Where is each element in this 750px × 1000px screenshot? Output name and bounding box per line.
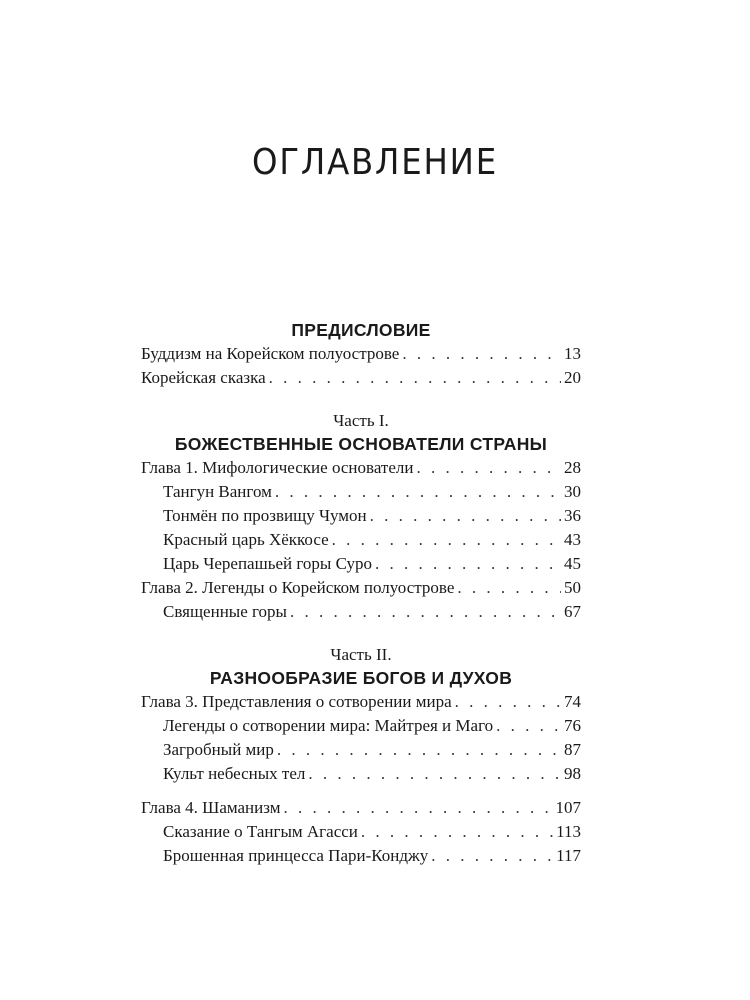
toc-entry-label: Буддизм на Корейском полуострове (141, 344, 400, 363)
leader-dots (269, 366, 561, 390)
toc-entry[interactable] (141, 714, 581, 738)
toc-entry[interactable] (141, 762, 581, 786)
toc-page-number: 30 (564, 482, 581, 501)
toc-entry-label: Глава 1. Мифологические основатели (141, 458, 414, 477)
toc-entry[interactable] (141, 342, 581, 366)
leader-dots (496, 714, 561, 738)
part-2-label: Часть II. (330, 645, 392, 664)
toc-chapter-entry[interactable] (141, 796, 581, 820)
toc-entry-label: Загробный мир (163, 740, 274, 759)
leader-dots (332, 528, 561, 552)
leader-dots (431, 844, 553, 868)
toc-chapter-entry[interactable] (141, 576, 581, 600)
toc-entry-label: Корейская сказка (141, 368, 266, 387)
toc-entry-label: Брошенная принцесса Пари-Конджу (163, 846, 429, 865)
toc-entry-label: Глава 3. Представления о сотворении мира (141, 692, 452, 711)
page-title: ОГЛАВЛЕНИЕ (252, 142, 498, 184)
preface-heading: ПРЕДИСЛОВИЕ (291, 320, 431, 340)
part-1-label: Часть I. (333, 411, 389, 430)
toc-entry-label: Тонмён по прозвищу Чумон (163, 506, 367, 525)
toc-entry-label: Легенды о сотворении мира: Майтрея и Маго (163, 716, 494, 735)
toc-page-number: 117 (556, 846, 581, 865)
table-of-contents (141, 318, 581, 868)
toc-page-number: 113 (556, 822, 581, 841)
toc-chapter-entry[interactable] (141, 690, 581, 714)
toc-entry[interactable] (141, 600, 581, 624)
toc-page-number: 76 (564, 716, 581, 735)
toc-entry-label: Сказание о Тангым Агасси (163, 822, 358, 841)
leader-dots (308, 762, 561, 786)
toc-entry[interactable] (141, 366, 581, 390)
part-2-heading: РАЗНООБРАЗИЕ БОГОВ И ДУХОВ (209, 668, 513, 688)
leader-dots (375, 552, 561, 576)
leader-dots (416, 456, 561, 480)
leader-dots (370, 504, 561, 528)
toc-entry[interactable] (141, 844, 581, 868)
toc-page-number: 36 (564, 506, 581, 525)
toc-entry-label: Красный царь Хёккосе (163, 530, 329, 549)
toc-entry-label: Культ небесных тел (163, 764, 306, 783)
leader-dots (277, 738, 561, 762)
toc-entry-label: Тангун Вангом (163, 482, 272, 501)
toc-page-number: 98 (564, 764, 581, 783)
toc-page-number: 50 (564, 578, 581, 597)
toc-chapter-entry[interactable] (141, 456, 581, 480)
toc-entry-label: Глава 2. Легенды о Корейском полуострове (141, 578, 455, 597)
leader-dots (275, 480, 561, 504)
toc-entry[interactable] (141, 552, 581, 576)
toc-entry[interactable] (141, 528, 581, 552)
toc-page-number: 87 (564, 740, 581, 759)
toc-entry[interactable] (141, 738, 581, 762)
leader-dots (457, 576, 561, 600)
spacer (141, 786, 581, 796)
toc-entry-label: Глава 4. Шаманизм (141, 798, 281, 817)
toc-page-number: 107 (555, 798, 581, 817)
toc-entry-label: Священные горы (163, 602, 287, 621)
toc-entry[interactable] (141, 504, 581, 528)
leader-dots (290, 600, 561, 624)
leader-dots (361, 820, 553, 844)
part-1-heading: БОЖЕСТВЕННЫЕ ОСНОВАТЕЛИ СТРАНЫ (174, 434, 548, 454)
toc-page-number: 74 (564, 692, 581, 711)
toc-page-number: 20 (564, 368, 581, 387)
toc-page-number: 28 (564, 458, 581, 477)
toc-page-number: 45 (564, 554, 581, 573)
leader-dots (284, 796, 553, 820)
toc-entry-label: Царь Черепашьей горы Суро (163, 554, 372, 573)
leader-dots (455, 690, 561, 714)
leader-dots (402, 342, 561, 366)
toc-entry[interactable] (141, 820, 581, 844)
toc-entry[interactable] (141, 480, 581, 504)
toc-page-number: 67 (564, 602, 581, 621)
toc-page-number: 43 (564, 530, 581, 549)
toc-page-number: 13 (564, 344, 581, 363)
